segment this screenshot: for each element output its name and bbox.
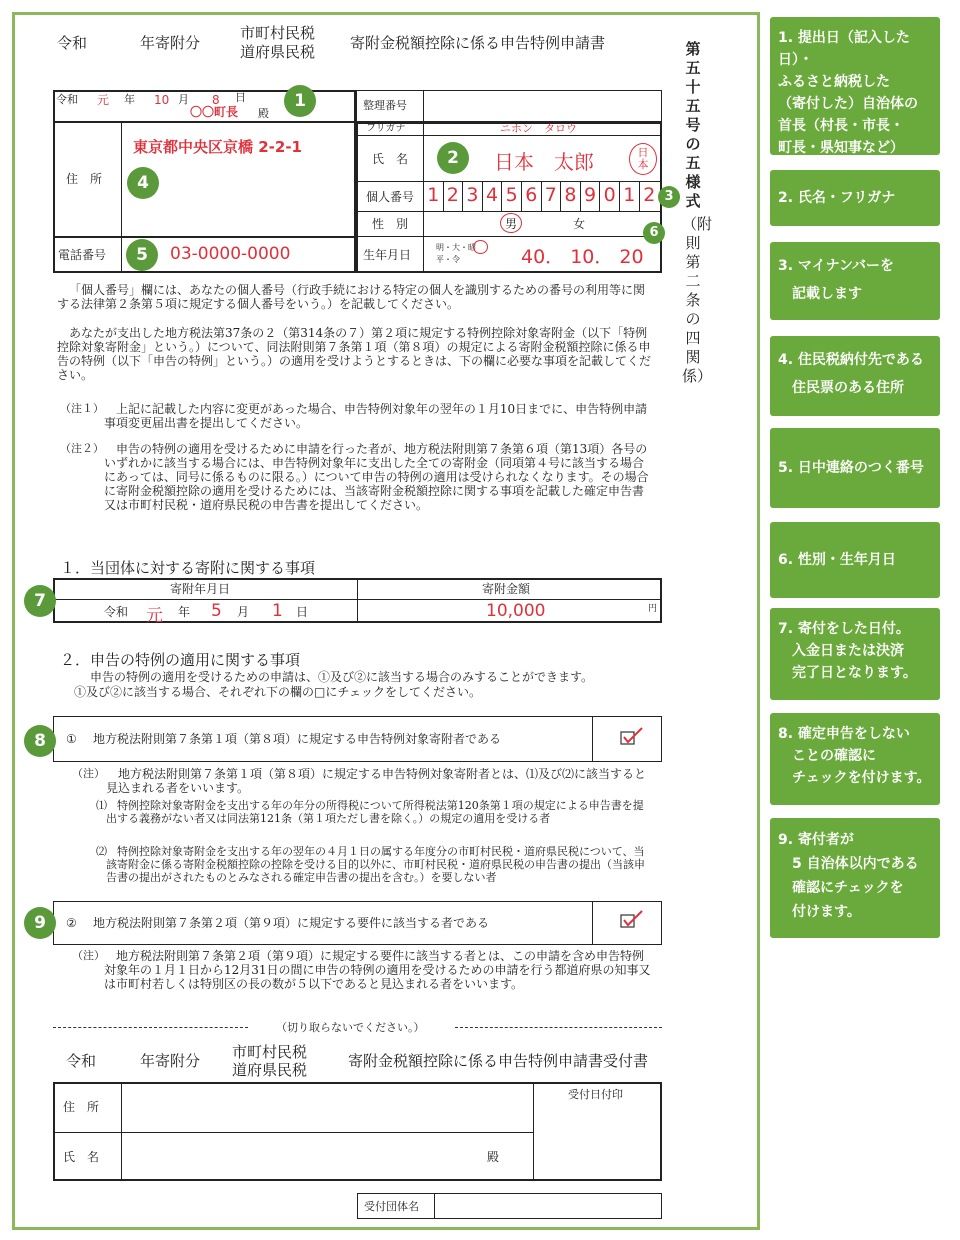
guide-box-9: 9. 寄付者が 5 自治体以内である 確認にチェックを 付けます。 bbox=[770, 818, 940, 938]
donation-day-val: 1 bbox=[272, 601, 283, 621]
seal bbox=[629, 143, 657, 175]
item1-note-label: （注） bbox=[72, 767, 105, 780]
item1-note: 地方税法附則第７条第１項（第８項）に規定する申告特例対象寄附者とは、⑴及び⑵に該当すると見込まれる者をいいます。 bbox=[106, 767, 647, 795]
vertical-title-main: 第五十五号の五様式 bbox=[685, 40, 701, 210]
item2-number: ② bbox=[66, 916, 77, 930]
date-year-val: 元 bbox=[97, 93, 110, 107]
phone-value: 03-0000-0000 bbox=[170, 244, 291, 264]
my-number-digit: 2 bbox=[444, 182, 464, 211]
section1-title: １．当団体に対する寄附に関する事項 bbox=[60, 559, 316, 577]
marker-7: 7 bbox=[24, 585, 56, 617]
birth-era-opts-2: 平・令 bbox=[436, 255, 460, 264]
item2-text: 地方税法附則第７条第２項（第９項）に規定する要件に該当する者である bbox=[93, 916, 490, 930]
my-number-digit: 8 bbox=[561, 182, 581, 211]
divider bbox=[592, 716, 593, 762]
marker-2: 2 bbox=[437, 142, 469, 174]
header-tax1: 市町村民税 bbox=[240, 24, 316, 42]
note2-text: 申告の特例の適用を受けるために申請を行った者が、地方税法附則第７条第６項（第13項）各号のいずれかに該当する場合には、申告特例対象年に支出した全ての寄附金（同項第４号に該当する場合にあっては、同号に係るものに限る。）について申告の特例の適用は受けられなくなります。その場合に寄附金税額控除の適用を受けるためには、当該寄附金税額控除に関する事項を記載した確定申告書又は市町村民税・道府県民税の申告書を提出してください。 bbox=[104, 442, 649, 512]
my-number-digit: 6 bbox=[522, 182, 542, 211]
header-tax2: 道府県民税 bbox=[240, 43, 316, 61]
marker-5: 5 bbox=[126, 239, 158, 271]
date-day-label: 日 bbox=[235, 91, 246, 104]
receipt-stamp-label: 受付日付印 bbox=[568, 1088, 623, 1101]
form-title: 寄附金税額控除に係る申告特例申請書 bbox=[350, 34, 606, 52]
my-number-digit: 4 bbox=[483, 182, 503, 211]
item1-sub1: 特例控除対象寄附金を支出する年の年分の所得税について所得税法第120条第１項の規定による申告書を提出する義務がない者又は同法第121条（第１項ただし書を除く。）の規定の適用を受ける者 bbox=[106, 799, 644, 825]
section2-title: ２．申告の特例の適用に関する事項 bbox=[60, 651, 301, 669]
my-number-digit: 7 bbox=[542, 182, 562, 211]
donation-yen: 円 bbox=[648, 604, 658, 614]
receipt-address-label: 住 所 bbox=[63, 1100, 100, 1114]
divider bbox=[356, 135, 662, 136]
cut-line-left bbox=[53, 1027, 248, 1028]
marker-6: 6 bbox=[643, 222, 665, 244]
section2-desc2: ①及び②に該当する場合、それぞれ下の欄の□にチェックをしてください。 bbox=[74, 685, 481, 699]
date-month-label: 月 bbox=[178, 93, 189, 106]
donation-amount-header: 寄附金額 bbox=[482, 582, 531, 596]
gender-male: 男 bbox=[505, 217, 518, 231]
guide-box-7: 7. 寄付をした日付。 入金日または決済 完了日となります。 bbox=[770, 608, 940, 700]
furigana-value: ニホン タロウ bbox=[500, 122, 577, 135]
donation-amount: 10,000 bbox=[486, 601, 546, 621]
birth-value: 40． 10． 20 bbox=[521, 246, 644, 268]
divider bbox=[53, 236, 356, 238]
note1-label: （注１） bbox=[60, 402, 104, 415]
guide-box-2: 2. 氏名・フリガナ bbox=[770, 170, 940, 226]
birth-era-circle bbox=[473, 240, 488, 254]
guide-box-5: 5. 日中連絡のつく番号 bbox=[770, 428, 940, 508]
item1-number: ① bbox=[66, 732, 77, 746]
item2-note-label: （注） bbox=[72, 949, 105, 962]
recipient-name: 〇〇町長 bbox=[190, 105, 239, 119]
receipt-dono: 殿 bbox=[487, 1150, 500, 1164]
marker-8: 8 bbox=[24, 725, 56, 757]
receipt-title: 寄附金税額控除に係る申告特例申請書受付書 bbox=[348, 1052, 649, 1070]
date-month-val: 10 bbox=[154, 93, 170, 107]
item1-sub2: 特例控除対象寄附金を支出する年の翌年の４月１日の属する年度分の市町村民税・道府県民税について、当該寄附金に係る寄附金税額控除の控除を受ける目的以外に、市町村民税・道府県民税の申告書の提出（当該申告書の提出がされたものとみなされる確定申告書の提出を含む。）を要しない者 bbox=[106, 845, 645, 884]
divider bbox=[592, 901, 593, 945]
date-year-label: 年 bbox=[124, 93, 135, 106]
divider bbox=[53, 121, 356, 123]
note2-label: （注２） bbox=[60, 442, 104, 455]
my-number-digit: 3 bbox=[463, 182, 483, 211]
kojin-label: 個人番号 bbox=[366, 190, 415, 204]
marker-3: 3 bbox=[658, 186, 680, 208]
divider bbox=[357, 578, 358, 623]
divider bbox=[121, 121, 122, 273]
guide-box-6: 6. 性別・生年月日 bbox=[770, 522, 940, 598]
item2-checkbox[interactable] bbox=[620, 909, 644, 929]
item1-sub2-number: ⑵ bbox=[96, 845, 107, 858]
guide-box-3: 3. マイナンバーを 記載します bbox=[770, 242, 940, 320]
divider bbox=[53, 1132, 533, 1133]
address-label: 住 所 bbox=[66, 172, 103, 186]
receipt-org-label: 受付団体名 bbox=[364, 1200, 419, 1213]
my-number-digit: 1 bbox=[424, 182, 444, 211]
date-era: 令和 bbox=[56, 93, 78, 106]
divider bbox=[356, 236, 662, 237]
date-day-val: 8 bbox=[212, 93, 220, 107]
divider bbox=[533, 1082, 534, 1181]
donation-era: 令和 bbox=[104, 605, 129, 619]
header-era: 令和 bbox=[57, 34, 88, 52]
name-label: 氏 名 bbox=[372, 152, 409, 166]
seibetsu-label: 性 別 bbox=[372, 217, 409, 231]
guide-box-4: 4. 住民税納付先である 住民票のある住所 bbox=[770, 336, 940, 416]
divider bbox=[356, 211, 662, 212]
seiri-label: 整理番号 bbox=[363, 99, 407, 112]
note1-text: 上記に記載した内容に変更があった場合、申告特例対象年の翌年の１月10日までに、申告特例申請事項変更届出書を提出してください。 bbox=[104, 402, 648, 430]
guide-box-1: 1. 提出日（記入した日）・ ふるさと納税した （寄付した）自治体の 首長（村長・市長・ 町長・県知事など） bbox=[770, 17, 940, 155]
my-number-digit: 1 bbox=[620, 182, 640, 211]
receipt-name-label: 氏 名 bbox=[63, 1150, 100, 1164]
item2-note: 地方税法附則第７条第２項（第９項）に規定する要件に該当する者とは、この申請を含め申告特例対象年の１月１日から12月31日の間に申告の特例の適用を受けるための申請を行う都道府県の知事又は市町村若しくは特別区の長の数が５以下であると見込まれる者をいいます。 bbox=[104, 949, 651, 991]
receipt-year-part: 年寄附分 bbox=[140, 1052, 201, 1070]
divider bbox=[434, 1193, 435, 1219]
birth-label: 生年月日 bbox=[363, 248, 412, 262]
marker-4: 4 bbox=[127, 167, 159, 199]
header-year-part: 年寄附分 bbox=[140, 34, 201, 52]
marker-1: 1 bbox=[284, 85, 316, 117]
donation-month-label: 月 bbox=[237, 605, 250, 619]
furigana-label: フリガナ bbox=[366, 123, 406, 134]
donation-day-label: 日 bbox=[296, 605, 309, 619]
section2-desc1: 申告の特例の適用を受けるための申請は、①及び②に該当する場合のみすることができます。 bbox=[90, 670, 594, 684]
cut-line-right bbox=[455, 1027, 662, 1028]
donation-year-val: 元 bbox=[146, 606, 163, 626]
item1-sub1-number: ⑴ bbox=[96, 799, 107, 812]
cut-notice: （切り取らないでください。） bbox=[276, 1021, 425, 1034]
receipt-era: 令和 bbox=[66, 1052, 97, 1070]
guide-box-8: 8. 確定申告をしない ことの確認に チェックを付けます。 bbox=[770, 713, 940, 805]
phone-label: 電話番号 bbox=[58, 248, 107, 262]
para-tokurei: あなたが支出した地方税法第37条の２（第314条の７）第２項に規定する特例控除対象寄附金（以下「特例控除対象寄附金」という。）について、同法附則第７条第１項（第８項）の規定による寄附金税額控除に係る申告の特例（以下「申告の特例」という。）の適用を受けようとするときは、下の欄に必要な事項を記載してください。 bbox=[57, 326, 652, 382]
my-number-digits bbox=[424, 182, 660, 211]
seal-text: 日本 bbox=[637, 146, 649, 171]
donation-date-header: 寄附年月日 bbox=[170, 582, 231, 596]
recipient-dono: 殿 bbox=[258, 107, 269, 120]
my-number-digit: 2 bbox=[643, 184, 656, 206]
divider bbox=[121, 1082, 122, 1181]
gender-female: 女 bbox=[573, 217, 586, 231]
name-value: 日本 太郎 bbox=[494, 150, 594, 174]
para-kojin: 「個人番号」欄には、あなたの個人番号（行政手続における特定の個人を識別するための番号の利用等に関する法律第２条第５項に規定する個人番号をいう。）を記載してください。 bbox=[57, 283, 646, 311]
vertical-title bbox=[682, 40, 713, 386]
my-number-digit: 5 bbox=[502, 182, 522, 211]
address-value: 東京都中央区京橋 2-2-1 bbox=[133, 138, 302, 156]
item1-text: 地方税法附則第７条第１項（第８項）に規定する申告特例対象寄附者である bbox=[93, 732, 502, 746]
marker-9: 9 bbox=[24, 907, 56, 939]
item1-checkbox[interactable] bbox=[620, 726, 644, 746]
my-number-digit: 0 bbox=[600, 182, 620, 211]
my-number-digit: 9 bbox=[581, 182, 601, 211]
gender-male-circle bbox=[500, 213, 522, 233]
divider bbox=[423, 90, 424, 122]
receipt-tax2: 道府県民税 bbox=[232, 1061, 308, 1079]
receipt-tax1: 市町村民税 bbox=[232, 1043, 308, 1061]
birth-era-opts-1: 明・大・昭 bbox=[436, 243, 476, 252]
donation-year-label: 年 bbox=[178, 605, 191, 619]
donation-month-val: 5 bbox=[211, 601, 222, 621]
vertical-title-sub: （附則第二条の四関係） bbox=[682, 215, 713, 385]
